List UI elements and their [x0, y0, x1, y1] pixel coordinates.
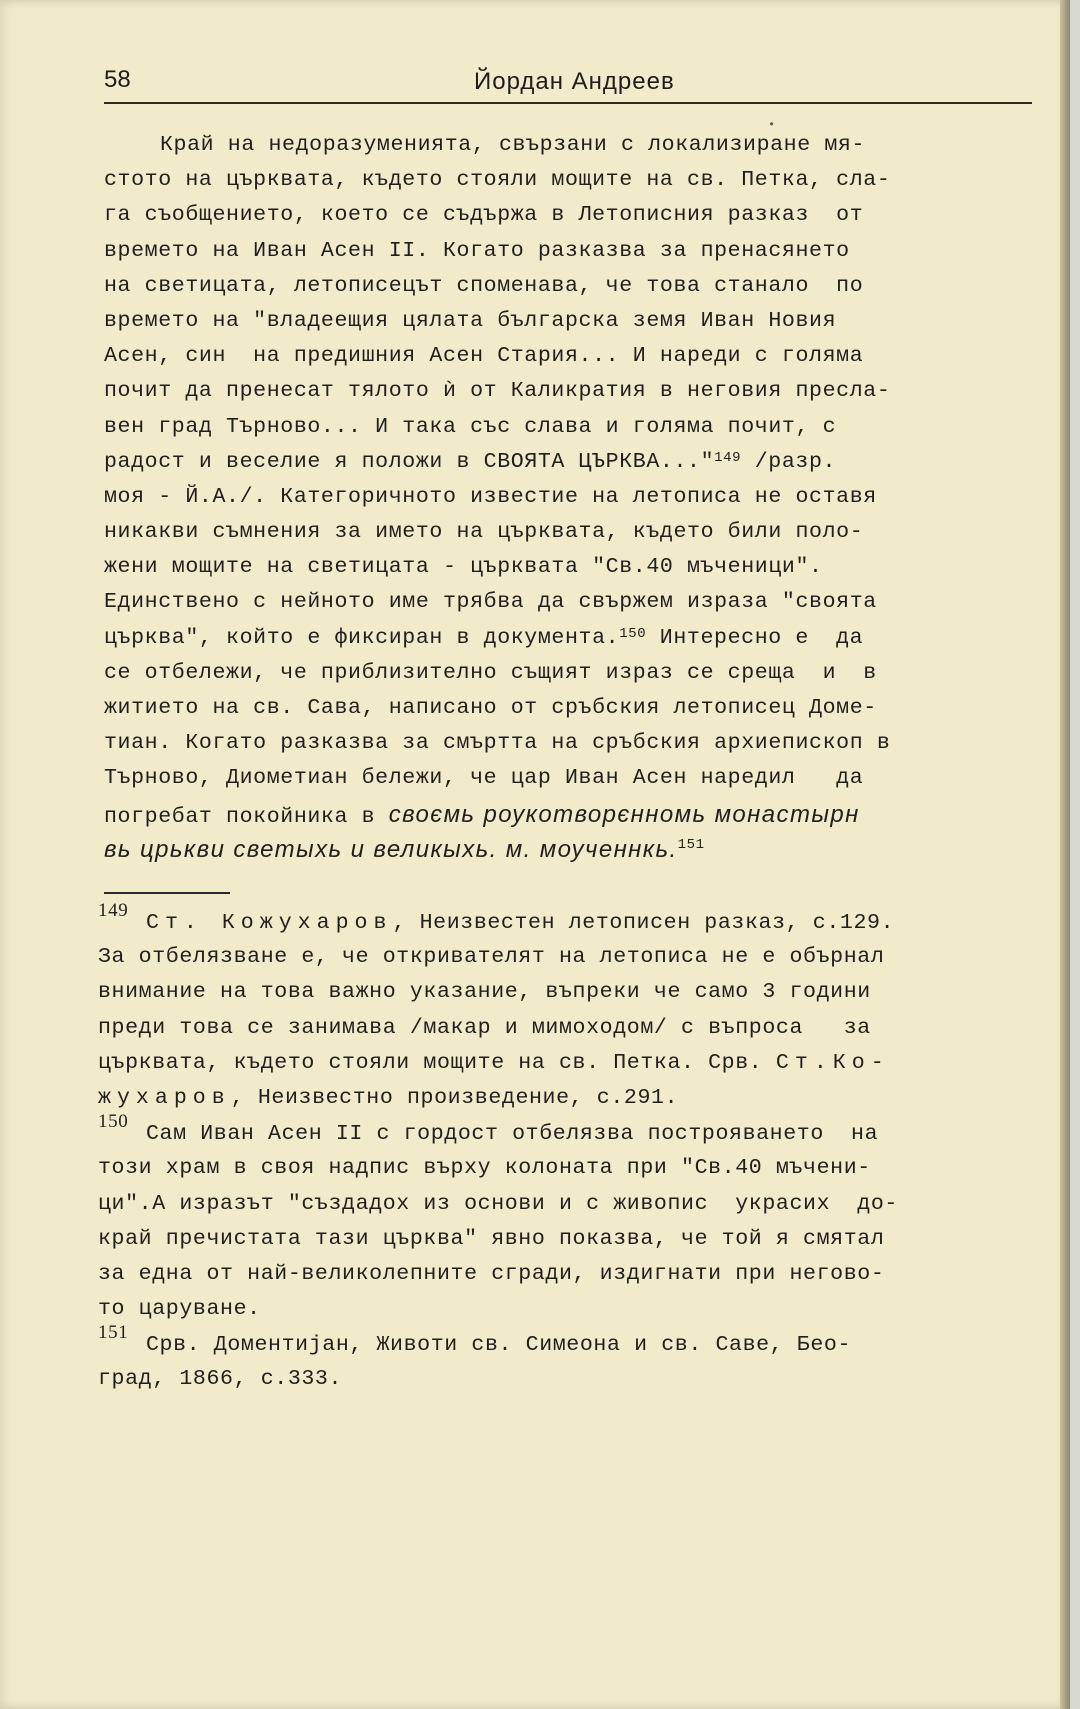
- body-line: [104, 234, 1040, 269]
- body-line-text-after: /разр.: [741, 449, 837, 474]
- body-line-text: на светицата, летописецът споменава, че това станало по: [104, 273, 864, 298]
- page-number: 58: [104, 66, 131, 93]
- body-line: [104, 445, 1040, 480]
- page-edge-shadow: [1060, 0, 1070, 1709]
- body-line: [104, 656, 1040, 691]
- body-line-text: житието на св. Сава, написано от сръбския летописец Доме-: [104, 696, 877, 720]
- footnote-text: Сам Иван Асен II с гордост отбелязва построяването на: [146, 1122, 879, 1147]
- footnote-text: град, 1866, с.333.: [98, 1367, 343, 1392]
- footnote-reference: 151: [677, 836, 705, 853]
- footnote-text: внимание на това важно указание, въпреки че само 3 години: [98, 980, 871, 1005]
- body-line-text: се отбележи, че приблизително същият израз се среща и в: [104, 660, 877, 685]
- footnote-text: преди това се занимава /макар и мимоходом/ с въпроса за: [98, 1015, 871, 1040]
- page-header: [104, 62, 1032, 104]
- footnote-line: [98, 1292, 1038, 1327]
- footnote-line: [98, 1011, 1038, 1046]
- ink-speck: •: [768, 118, 776, 132]
- body-line: [104, 726, 1040, 761]
- footnote-line: [98, 1187, 1038, 1222]
- footnote-text: , Неизвестен летописен разказ, с.129.: [392, 911, 895, 935]
- body-line-text: Асен, син на предишния Асен Стария... И нареди с голяма: [104, 344, 864, 369]
- body-line: [104, 480, 1040, 515]
- footnote-number: 150: [98, 1111, 129, 1133]
- body-line: [104, 832, 1040, 867]
- church-slavonic-quote: вь црькви светыхь и великыхь. м. моученнкь.: [104, 835, 678, 863]
- body-line-text: времето на "владеещия цялата българска земя Иван Новия: [104, 308, 837, 333]
- cited-author: Ст.Ко-: [775, 1050, 890, 1075]
- body-line: [104, 339, 1040, 374]
- body-line-text: Търново, Диометиан бележи, че цар Иван Асен наредил да: [104, 766, 864, 791]
- body-line-text: църква", който е фиксиран в документа.: [104, 625, 620, 650]
- body-line: [104, 163, 1040, 198]
- body-line-text: погребат покойника в: [104, 804, 389, 829]
- body-line-text: га съобщението, което се съдържа в Летописния разказ от: [104, 203, 864, 228]
- footnote-text: Срв. Доментијан, Животи св. Симеона и св. Саве, Бео-: [146, 1333, 852, 1358]
- body-line-text: жени мощите на светицата - църквата "Св.40 мъченици".: [104, 555, 823, 580]
- cited-author: Ст. Кожухаров: [146, 911, 393, 935]
- footnote-149: [98, 900, 1038, 1116]
- footnote-line: [98, 1257, 1038, 1292]
- body-line-text: почит да пренесат тялото ѝ от Каликратия в неговия пресла-: [104, 379, 891, 404]
- cited-author: жухаров: [98, 1085, 231, 1110]
- footnote-text: този храм в своя надпис върху колоната при "Св.40 мъчени-: [98, 1156, 871, 1181]
- footnote-text: За отбелязване е, че откривателят на летописа не е обърнал: [98, 945, 885, 970]
- body-line-text: Единствено с нейното име трябва да свържем израза "своята: [104, 590, 877, 615]
- footnote-line: [98, 1046, 1038, 1081]
- footnote-line: [98, 1151, 1038, 1186]
- footnote-text: , Неизвестно произведение, с.291.: [230, 1085, 679, 1110]
- body-line: [104, 621, 1040, 656]
- footnote-line: [98, 1081, 1038, 1116]
- footnote-line: [98, 1111, 1038, 1151]
- footnote-151: [98, 1322, 1038, 1397]
- body-line-text: стото на църквата, където стояли мощите на св. Петка, сла-: [104, 168, 891, 193]
- footnote-text: край пречистата тази църква" явно показва, че той я смятал: [98, 1226, 885, 1251]
- footnote-line: [98, 940, 1038, 975]
- body-line-text-after: Интересно е да: [646, 625, 864, 650]
- footnote-line: [98, 975, 1038, 1010]
- footnote-line: [98, 1222, 1038, 1257]
- running-head: Йордан Андреев: [474, 68, 675, 95]
- body-line-text: вен град Търново... И така със слава и голяма почит, с: [104, 414, 837, 439]
- footnote-line: [98, 900, 1038, 940]
- body-line-text: никакви съмнения за името на църквата, където били поло-: [104, 520, 864, 545]
- footnote-reference: 149: [714, 449, 742, 466]
- footnote-line: [98, 1322, 1038, 1362]
- footnote-150: [98, 1111, 1038, 1327]
- body-line-text: тиан. Когато разказва за смъртта на сръбския архиепископ в: [104, 731, 891, 756]
- footnote-text: то царуване.: [98, 1297, 261, 1322]
- body-line: [104, 761, 1040, 796]
- body-line-text: времето на Иван Асен II. Когато разказва за пренасянето: [104, 238, 850, 263]
- body-line: [104, 128, 1040, 163]
- main-body-text: [104, 128, 1040, 867]
- body-line: [104, 550, 1040, 585]
- body-line-text: моя - Й.А./. Категоричното известие на летописа не оставя: [104, 484, 877, 509]
- body-line: [104, 374, 1040, 409]
- body-line: [104, 515, 1040, 550]
- body-line: [104, 797, 1040, 832]
- footnote-text: ци".А изразът "създадох из основи и с живопис украсих до-: [98, 1191, 898, 1216]
- footnote-number: 151: [98, 1322, 129, 1344]
- body-line: [104, 269, 1040, 304]
- body-line-text: Край на недоразуменията, свързани с локализиране мя-: [160, 133, 866, 157]
- footnotes-section: [98, 900, 1038, 1398]
- footnote-reference: 150: [619, 625, 647, 642]
- footnote-line: [98, 1362, 1038, 1397]
- footnote-text: за една от най-великолепните сгради, издигнати при негово-: [98, 1261, 885, 1286]
- body-line: [104, 585, 1040, 620]
- body-line: [104, 410, 1040, 445]
- body-line: [104, 304, 1040, 339]
- footnote-text: църквата, където стояли мощите на св. Петка. Срв.: [98, 1050, 776, 1075]
- body-line-text: радост и веселие я положи в СВОЯТА ЦЪРКВА...": [104, 449, 715, 474]
- body-line: [104, 198, 1040, 233]
- church-slavonic-quote: своємь роукотворєнномь монастырн: [388, 800, 860, 828]
- footnote-number: 149: [98, 900, 129, 921]
- body-line: [104, 691, 1040, 726]
